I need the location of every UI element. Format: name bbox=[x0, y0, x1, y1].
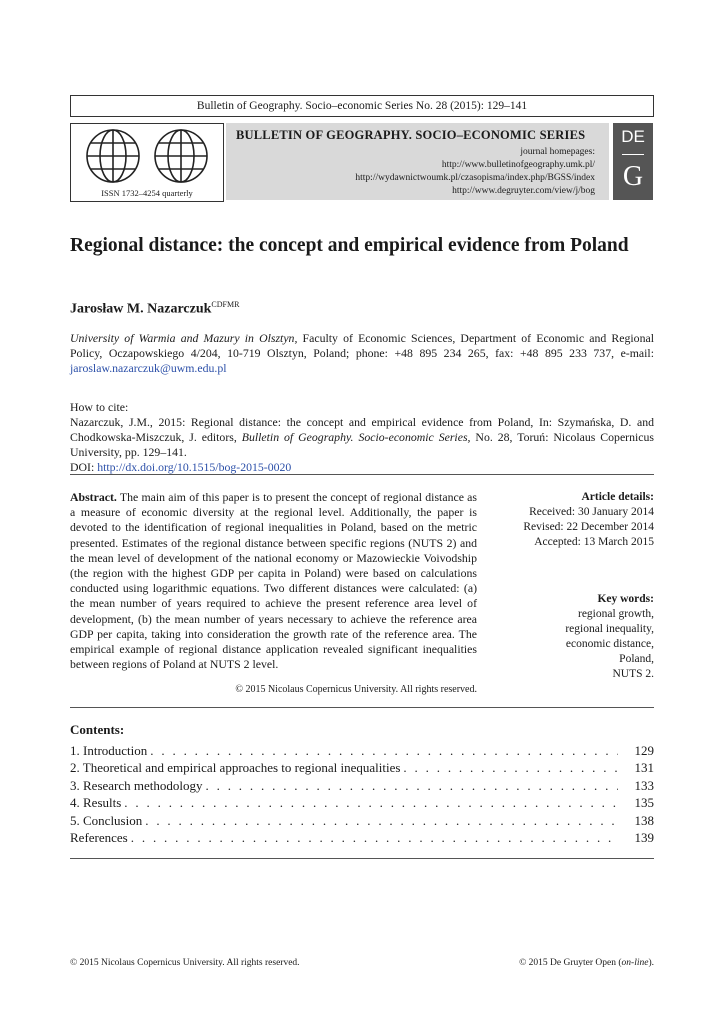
toc-page: 133 bbox=[634, 777, 654, 793]
citation-text bbox=[70, 415, 654, 460]
citation-heading: How to cite: bbox=[70, 400, 129, 414]
toc-leader bbox=[124, 794, 618, 811]
keyword: NUTS 2. bbox=[612, 668, 654, 680]
contents-heading: Contents: bbox=[70, 722, 125, 737]
toc-leader bbox=[150, 742, 618, 759]
citation-journal: Bulletin of Geography. Socio-economic Series, bbox=[241, 430, 471, 444]
toc-label: 1. Introduction bbox=[70, 743, 148, 758]
toc-page: 129 bbox=[634, 743, 654, 758]
homepage-link[interactable]: http://www.degruyter.com/view/j/bog bbox=[452, 186, 595, 196]
toc-label: 2. Theoretical and empirical approaches to regional inequalities bbox=[70, 760, 401, 776]
globes-logo-icon bbox=[79, 128, 215, 184]
author bbox=[70, 300, 239, 318]
keyword: regional inequality, bbox=[565, 623, 654, 635]
toc-page: 139 bbox=[634, 829, 654, 845]
divider bbox=[70, 474, 654, 475]
publisher-de: DE bbox=[621, 127, 645, 146]
journal-banner bbox=[226, 123, 609, 200]
toc-item-references[interactable] bbox=[70, 829, 654, 846]
footer-copyright-degruyter bbox=[519, 958, 654, 968]
keyword: economic distance, bbox=[565, 638, 654, 650]
abstract-label: Abstract. bbox=[70, 490, 117, 504]
toc-item-introduction[interactable] bbox=[70, 742, 654, 759]
journal-homepages bbox=[355, 146, 595, 198]
homepages-label: journal homepages: bbox=[520, 147, 595, 157]
author-contribution: CDFMR bbox=[211, 300, 240, 309]
affiliation bbox=[70, 331, 654, 376]
divider bbox=[70, 707, 654, 708]
keyword: regional growth, bbox=[577, 608, 654, 620]
toc-leader bbox=[145, 812, 618, 829]
author-name: Jarosław M. Nazarczuk bbox=[70, 301, 212, 317]
email-link[interactable]: jaroslaw.nazarczuk@uwm.edu.pl bbox=[70, 361, 227, 375]
doi bbox=[70, 460, 654, 475]
details-heading: Article details: bbox=[581, 491, 654, 503]
homepage-link[interactable]: http://www.bulletinofgeography.umk.pl/ bbox=[441, 160, 595, 170]
doi-link[interactable]: http://dx.doi.org/10.1515/bog-2015-0020 bbox=[97, 460, 292, 474]
divider bbox=[70, 858, 654, 859]
footer-right-prefix: © 2015 De Gruyter Open ( bbox=[519, 958, 622, 968]
issn: ISSN 1732–4254 quarterly bbox=[101, 188, 193, 198]
citation-text-after: No. 28, Toruń: Nicolaus Copernicus University, pp. 129–141. bbox=[70, 430, 655, 459]
keyword: Poland, bbox=[619, 653, 654, 665]
footer-right-suffix: ). bbox=[648, 958, 654, 968]
affiliation-details: Faculty of Economic Sciences, Department of Economic and Regional Policy, Oczapowskiego 4/204, 10-719 Olsztyn, Poland; phone: +48 895 234 265, fax: +48 895 233 737, e-mail: bbox=[70, 331, 654, 360]
accepted-date: Accepted: 13 March 2015 bbox=[534, 536, 654, 548]
journal-name: BULLETIN OF GEOGRAPHY. SOCIO–ECONOMIC SERIES bbox=[236, 128, 586, 142]
toc-label: 4. Results bbox=[70, 795, 122, 811]
doi-label: DOI: bbox=[70, 460, 98, 474]
article-title: Regional distance: the concept and empirical evidence from Poland bbox=[70, 235, 629, 256]
toc-label: 3. Research methodology bbox=[70, 777, 203, 793]
abstract bbox=[70, 490, 477, 672]
revised-date: Revised: 22 December 2014 bbox=[523, 521, 654, 533]
homepage-link[interactable]: http://wydawnictwoumk.pl/czasopisma/index.php/BGSS/index bbox=[355, 173, 595, 183]
toc-item-theoretical[interactable] bbox=[70, 759, 654, 776]
article-details bbox=[490, 490, 654, 550]
toc-leader bbox=[403, 759, 618, 776]
publisher-g: G bbox=[622, 161, 644, 192]
keywords-heading: Key words: bbox=[597, 593, 654, 605]
toc-page: 131 bbox=[634, 760, 654, 776]
toc-label: 5. Conclusion bbox=[70, 812, 143, 828]
toc-item-conclusion[interactable] bbox=[70, 812, 654, 829]
citation-text-before: Nazarczuk, J.M., 2015: Regional distance: the concept and empirical evidence from Poland, In: Szymańska, D. and Chodkowska-Miszczuk, J. editors, bbox=[70, 415, 654, 444]
table-of-contents bbox=[70, 742, 654, 846]
toc-leader bbox=[206, 777, 619, 794]
toc-item-results[interactable] bbox=[70, 794, 654, 811]
toc-label: References bbox=[70, 829, 128, 845]
affiliation-university: University of Warmia and Mazury in Olsztyn, bbox=[70, 331, 298, 345]
abstract-copyright: © 2015 Nicolaus Copernicus University. All rights reserved. bbox=[235, 684, 477, 695]
footer-copyright-umk: © 2015 Nicolaus Copernicus University. All rights reserved. bbox=[70, 958, 300, 968]
publisher-divider bbox=[622, 154, 644, 155]
footer-right-online: on-line bbox=[621, 958, 649, 968]
toc-page: 138 bbox=[634, 812, 654, 828]
keywords bbox=[490, 592, 654, 682]
journal-logo bbox=[70, 123, 224, 202]
toc-leader bbox=[131, 829, 618, 846]
toc-page: 135 bbox=[634, 795, 654, 811]
citation bbox=[70, 400, 654, 475]
abstract-text: The main aim of this paper is to present the concept of regional distance as a measure of economic diversity at the regional level. Additionally, the paper is devoted to the identification of regional inequalities in Poland, based on the metric presented. Estimates of the regional distance between specific regions (NUTS 2) and the mean level of development of the national economy or Mazowieckie Voivodship (the region with the highest GDP per capita in Poland) were based on calculations conducted using logarithmic equations. Two different distances were calculated: (a) the mean number of years required to achieve the present reference area level of development, (b) the mean number of years necessary to achieve the reference area GDP per capita, taking into consideration the growth rate of the reference area. The empirical example of regional distance application revealed significant inequalities between regions of Poland at NUTS 2 level. bbox=[70, 490, 477, 672]
publisher-logo bbox=[613, 123, 653, 200]
toc-item-methodology[interactable] bbox=[70, 777, 654, 794]
received-date: Received: 30 January 2014 bbox=[529, 506, 654, 518]
series-line: Bulletin of Geography. Socio–economic Series No. 28 (2015): 129–141 bbox=[70, 95, 654, 117]
